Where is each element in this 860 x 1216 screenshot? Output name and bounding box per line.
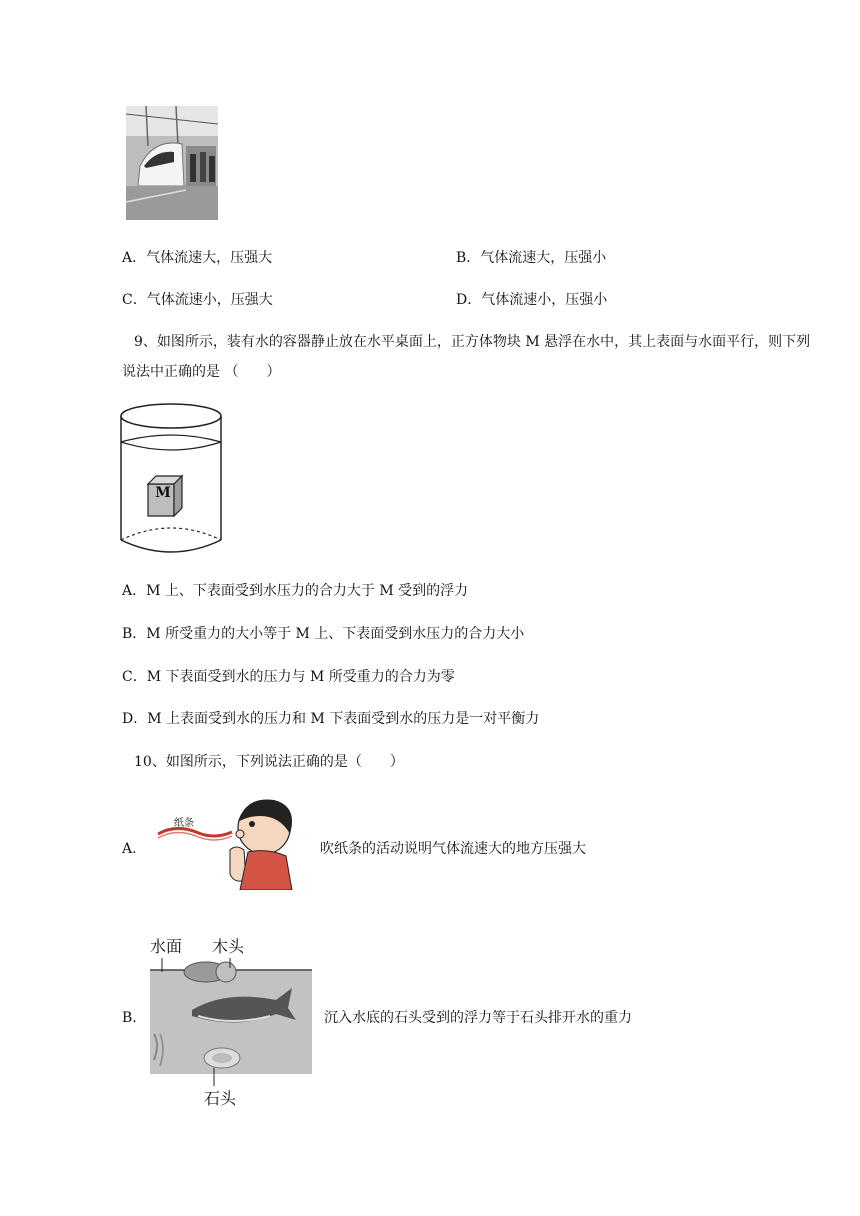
q10-option-b-letter: B. [122, 1010, 137, 1026]
q8-option-a: A．气体流速大，压强大 [122, 250, 273, 266]
train-platform-photo [126, 106, 218, 220]
boy-blowing-paper-figure [156, 794, 296, 890]
paper-strip-label: 纸条 [174, 818, 194, 829]
q8-option-c: C．气体流速小，压强大 [122, 292, 273, 308]
q9-option-c: C．M 下表面受到水的压力与 M 所受重力的合力为零 [122, 669, 455, 685]
stone-label: 石头 [204, 1089, 237, 1108]
wood-label: 木头 [212, 937, 245, 956]
q10-option-a-text: 吹纸条的活动说明气体流速大的地方压强大 [320, 841, 586, 857]
q8-option-b: B．气体流速大，压强小 [456, 250, 607, 266]
cube-label: M [155, 485, 171, 501]
beaker-cube-figure [116, 400, 226, 556]
q9-stem: 9、如图所示，装有水的容器静止放在水平桌面上，正方体物块 M 悬浮在水中，其上表面与水面平行，则下列说法中正确的是 （ ） [122, 334, 811, 380]
q9-option-b: B．M 所受重力的大小等于 M 上、下表面受到水压力的合力大小 [122, 626, 525, 642]
q10-stem: 10、如图所示，下列说法正确的是（ ） [134, 754, 404, 770]
q9-option-d: D．M 上表面受到水的压力和 M 下表面受到水的压力是一对平衡力 [122, 711, 540, 727]
q10-option-b-text: 沉入水底的石头受到的浮力等于石头排开水的重力 [324, 1010, 632, 1026]
water-wood-stone-figure [146, 934, 316, 1108]
q8-option-d: D．气体流速小，压强小 [456, 292, 608, 308]
q9-option-a: A．M 上、下表面受到水压力的合力大于 M 受到的浮力 [122, 583, 469, 599]
water-surface-label: 水面 [150, 937, 183, 956]
q10-option-a-letter: A. [122, 841, 137, 857]
